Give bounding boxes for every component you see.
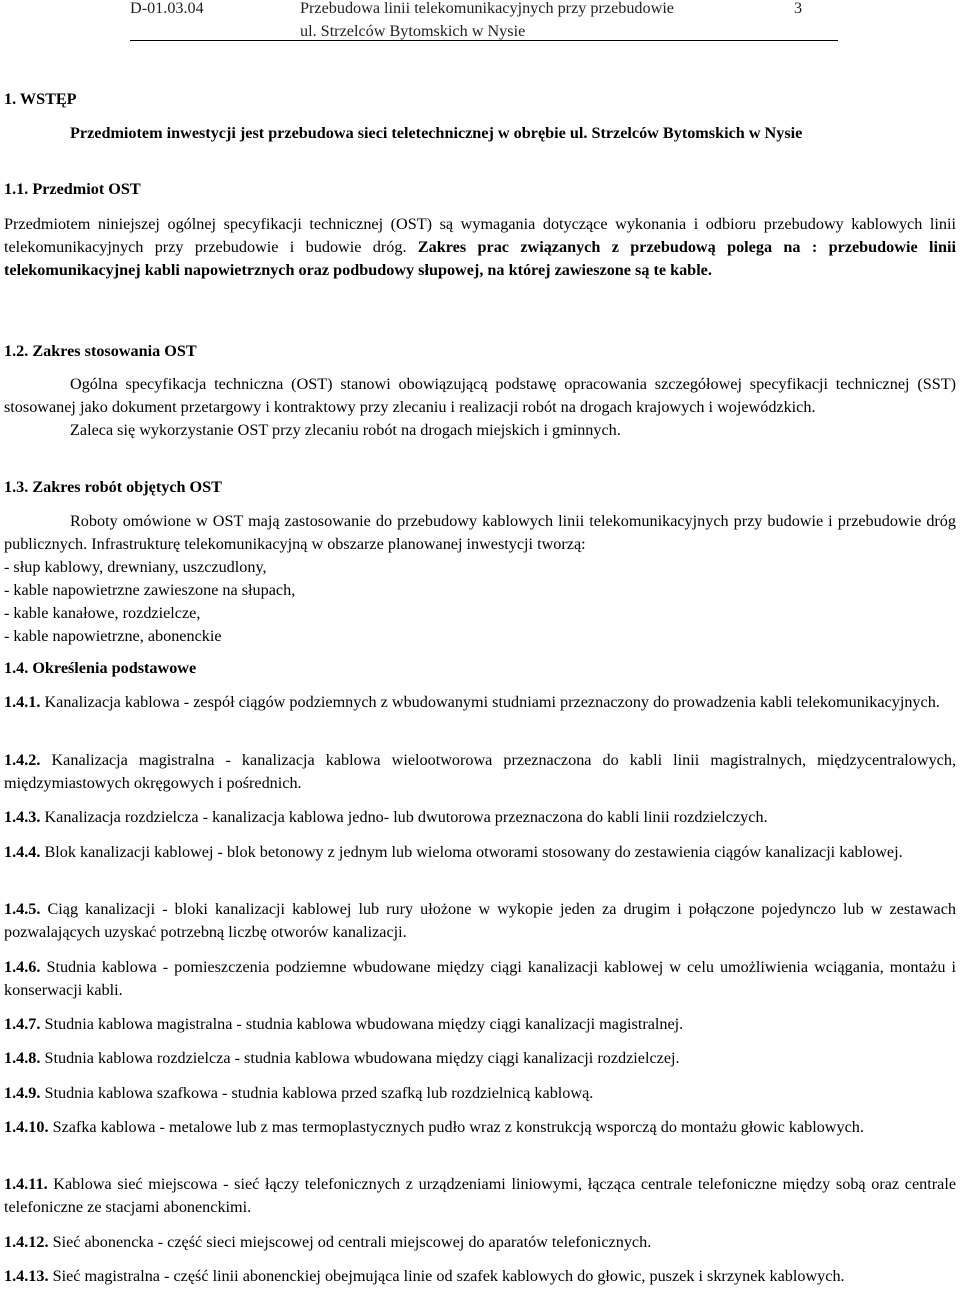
- definition-item: [4, 841, 956, 864]
- definition-item: [4, 1047, 956, 1070]
- definition-number: 1.4.12.: [4, 1233, 49, 1251]
- list-item: - kable kanałowe, rozdzielcze,: [4, 604, 201, 622]
- section-1-1-heading: 1.1. Przedmiot OST: [4, 180, 141, 198]
- definition-number: 1.4.9.: [4, 1084, 41, 1102]
- list-item: - kable napowietrzne zawieszone na słupach,: [4, 581, 296, 599]
- section-1-3: [4, 476, 956, 499]
- page-header: [4, 0, 956, 42]
- section-1-1-body: [4, 213, 956, 282]
- definition-item: [4, 806, 956, 829]
- section-1: [4, 88, 956, 111]
- definition-number: 1.4.6.: [4, 958, 41, 976]
- section-1-3-heading: 1.3. Zakres robót objętych OST: [4, 478, 222, 496]
- definition-number: 1.4.5.: [4, 900, 41, 918]
- definition-text: Sieć magistralna - część linii abonenckiej obejmująca linie od szafek kablowych do głowic, puszek i skrzynek kablowych.: [52, 1267, 845, 1285]
- section-1-4-heading: 1.4. Określenia podstawowe: [4, 659, 197, 677]
- definition-number: 1.4.8.: [4, 1049, 41, 1067]
- definition-item: [4, 691, 956, 714]
- section-1-1-text-b: Zakres prac związanych z przebudową polega na : przebudowie linii telekomunikacyjnej kabli napowietrznych oraz podbudowy słupowej, na której zawieszone są te kable.: [4, 238, 957, 279]
- definition-text: Kanalizacja rozdzielcza - kanalizacja kablowa jedno- lub dwutorowa przeznaczona do kabli linii rozdzielczych.: [44, 808, 768, 826]
- definition-text: Studnia kablowa magistralna - studnia kablowa wbudowana między ciągi kanalizacji magistralnej.: [44, 1015, 684, 1033]
- definition-item: [4, 1231, 956, 1254]
- definition-item: [4, 1013, 956, 1036]
- header-title-line-2: ul. Strzelców Bytomskich w Nysie: [300, 22, 526, 40]
- section-1-2: [4, 340, 956, 363]
- section-1-intro-block: [70, 122, 956, 145]
- definition-text: Studnia kablowa rozdzielcza - studnia kablowa wbudowana między ciągi kanalizacji rozdzielczej.: [44, 1049, 680, 1067]
- list-item: - kable napowietrzne, abonenckie: [4, 627, 222, 645]
- definition-text: Kablowa sieć miejscowa - sieć łączy telefonicznych z urządzeniami liniowymi, łącząca centrale telefoniczne między sobą oraz centrale telefoniczne ze stacjami abonenckimi.: [4, 1175, 956, 1216]
- definition-item: [4, 1082, 956, 1105]
- definition-item: [4, 1173, 956, 1219]
- list-item: - słup kablowy, drewniany, uszczudlony,: [4, 558, 267, 576]
- header-document-code: D-01.03.04: [130, 0, 204, 17]
- section-1-4: [4, 657, 956, 680]
- header-title-line-1: Przebudowa linii telekomunikacyjnych przy przebudowie: [300, 0, 674, 17]
- definition-number: 1.4.3.: [4, 808, 41, 826]
- definition-text: Szafka kablowa - metalowe lub z mas termoplastycznych pudło wraz z konstrukcją wsporczą do montażu głowic kablowych.: [52, 1118, 864, 1136]
- section-1-1: [4, 178, 956, 201]
- definition-item: [4, 1116, 956, 1139]
- definition-number: 1.4.7.: [4, 1015, 41, 1033]
- section-1-2-body: [4, 373, 956, 442]
- definition-number: 1.4.10.: [4, 1118, 49, 1136]
- definition-item: [4, 956, 956, 1002]
- section-1-1-text-a: Przedmiotem niniejszej ogólnej specyfikacji technicznej (OST) są wymagania dotyczące wykonania i odbioru przebudowy kablowych linii telekomunikacyjnych przy przebudowie i budowie dróg.: [4, 215, 956, 256]
- definition-item: [4, 749, 956, 795]
- definition-text: Ciąg kanalizacji - bloki kanalizacji kablowej lub rury ułożone w wykopie jeden za drugim i połączone pojedynczo lub w zestawach pozwalających uzyskać potrzebną liczbę otworów kanalizacji.: [4, 900, 957, 941]
- definition-number: 1.4.2.: [4, 751, 41, 769]
- definition-number: 1.4.1.: [4, 693, 41, 711]
- header-title: [300, 0, 770, 43]
- definition-item: [4, 898, 956, 944]
- definition-number: 1.4.11.: [4, 1175, 48, 1193]
- section-1-1-paragraph: [4, 213, 956, 282]
- header-page-number: 3: [794, 0, 803, 17]
- definition-number: 1.4.4.: [4, 843, 41, 861]
- section-1-3-paragraph: Roboty omówione w OST mają zastosowanie do przebudowy kablowych linii telekomunikacyjnych przy budowie i przebudowie dróg publicznych. Infrastrukturę telekomunikacyjną w obszarze planowanej inwestycji tworzą:: [4, 512, 956, 553]
- section-1-2-paragraph-2: Zaleca się wykorzystanie OST przy zlecaniu robót na drogach miejskich i gminnych.: [70, 421, 621, 439]
- definition-text: Studnia kablowa - pomieszczenia podziemne wbudowane między ciągi kanalizacji kablowej w celu umożliwienia wciągania, montażu i konserwacji kabli.: [4, 958, 956, 999]
- section-1-heading: 1. WSTĘP: [4, 90, 77, 108]
- definition-number: 1.4.13.: [4, 1267, 49, 1285]
- definition-text: Blok kanalizacji kablowej - blok betonowy z jednym lub wieloma otworami stosowany do zestawienia ciągów kanalizacji kablowej.: [44, 843, 903, 861]
- definition-item: [4, 1265, 956, 1288]
- section-1-3-body: [4, 510, 956, 648]
- definition-text: Studnia kablowa szafkowa - studnia kablowa przed szafką lub rozdzielnicą kablową.: [44, 1084, 594, 1102]
- header-rule: [130, 40, 838, 41]
- section-1-intro: Przedmiotem inwestycji jest przebudowa sieci teletechnicznej w obrębie ul. Strzelców Bytomskich w Nysie: [70, 124, 803, 142]
- definition-text: Kanalizacja magistralna - kanalizacja kablowa wielootworowa przeznaczona do kabli linii magistralnych, międzycentralowych, międzymiastowych okręgowych i pośrednich.: [4, 751, 957, 792]
- definition-text: Sieć abonencka - część sieci miejscowej od centrali miejscowej do aparatów telefonicznych.: [52, 1233, 652, 1251]
- definition-text: Kanalizacja kablowa - zespół ciągów podziemnych z wbudowanymi studniami przeznaczony do prowadzenia kabli telekomunikacyjnych.: [44, 693, 940, 711]
- section-1-2-heading: 1.2. Zakres stosowania OST: [4, 342, 197, 360]
- section-1-2-paragraph-1: Ogólna specyfikacja techniczna (OST) stanowi obowiązującą podstawę opracowania szczegółowej specyfikacji technicznej (SST) stosowanej jako dokument przetargowy i kontraktowy przy zlecaniu i realizacji robót na drogach krajowych i wojewódzkich.: [4, 375, 956, 416]
